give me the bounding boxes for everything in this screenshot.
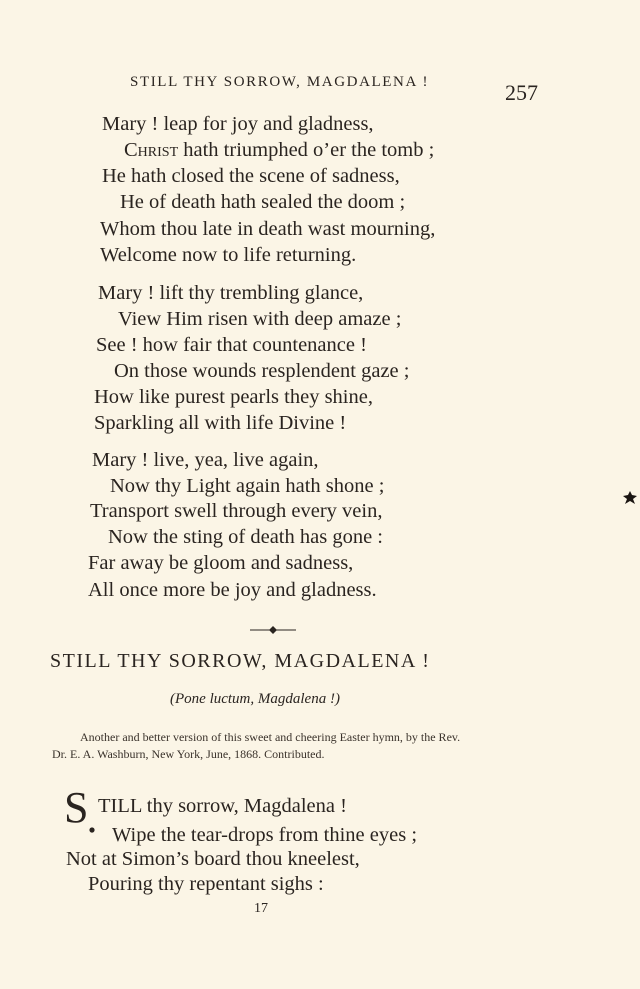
verse-line: Now thy Light again hath shone ; bbox=[110, 475, 385, 497]
verse-line: Pouring thy repentant sighs : bbox=[88, 873, 324, 895]
verse-line: Welcome now to life returning. bbox=[100, 244, 357, 266]
verse-line: Not at Simon’s board thou kneelest, bbox=[66, 848, 360, 870]
verse-line: See ! how fair that countenance ! bbox=[96, 334, 367, 356]
ink-dot bbox=[88, 826, 96, 834]
verse-line: Wipe the tear-drops from thine eyes ; bbox=[112, 824, 418, 846]
verse-line-rest: hath triumphed o’er the tomb ; bbox=[178, 139, 435, 161]
page-number: 257 bbox=[505, 80, 538, 105]
latin-title: (Pone luctum, Magdalena !) bbox=[170, 691, 340, 707]
running-head: STILL THY SORROW, MAGDALENA ! bbox=[130, 74, 430, 90]
note-line: Dr. E. A. Washburn, New York, June, 1868. Contributed. bbox=[52, 747, 325, 761]
verse-line bbox=[124, 140, 434, 161]
note-line: Another and better version of this sweet and cheering Easter hymn, by the Rev. bbox=[80, 730, 461, 744]
verse-line: Mary ! lift thy trembling glance, bbox=[98, 282, 364, 304]
verse-line: Far away be gloom and sadness, bbox=[88, 552, 354, 574]
verse-line: Now the sting of death has gone : bbox=[108, 526, 383, 548]
signature-mark: 17 bbox=[254, 901, 268, 916]
ink-blot bbox=[622, 490, 638, 506]
verse-line: On those wounds resplendent gaze ; bbox=[114, 360, 410, 382]
verse-line: He of death hath sealed the doom ; bbox=[120, 191, 406, 213]
verse-line: Whom thou late in death wast mourning, bbox=[100, 218, 436, 240]
verse-line: TILL thy sorrow, Magdalena ! bbox=[98, 795, 347, 817]
verse-line: Mary ! leap for joy and gladness, bbox=[102, 113, 374, 135]
verse-line: View Him risen with deep amaze ; bbox=[118, 308, 402, 330]
verse-line: Sparkling all with life Divine ! bbox=[94, 412, 347, 434]
hymn-title: STILL THY SORROW, MAGDALENA ! bbox=[50, 650, 431, 672]
verse-line: How like purest pearls they shine, bbox=[94, 386, 373, 408]
ornament-divider bbox=[248, 624, 298, 636]
ornament-diamond bbox=[269, 626, 277, 634]
verse-line: He hath closed the scene of sadness, bbox=[102, 165, 400, 187]
verse-line: Mary ! live, yea, live again, bbox=[92, 449, 319, 471]
verse-line: Transport swell through every vein, bbox=[90, 500, 383, 522]
smallcaps-word: Christ bbox=[124, 139, 179, 161]
verse-line: All once more be joy and gladness. bbox=[88, 579, 377, 601]
drop-cap: S bbox=[64, 783, 89, 832]
